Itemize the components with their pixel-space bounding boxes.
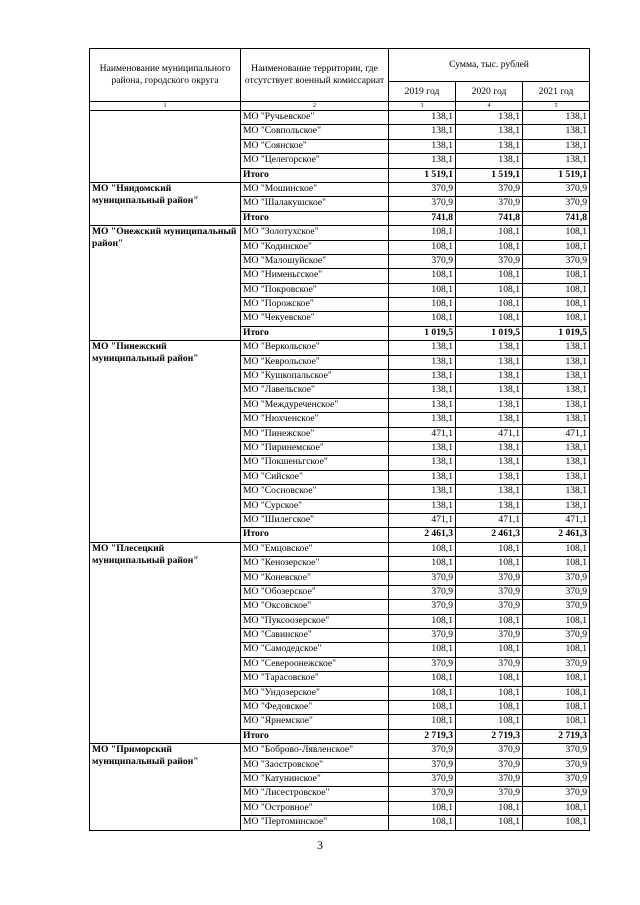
amount-cell: 370,9 [389,629,456,643]
table-row [90,182,590,196]
amount-cell: 108,1 [389,816,456,830]
total-amount-cell: 741,8 [456,211,523,225]
total-amount-cell: 2 719,3 [523,729,590,743]
total-label: Итого [241,729,389,743]
amount-cell: 370,9 [523,585,590,599]
total-label: Итого [241,528,389,542]
territory-name: МО "Оксовское" [241,600,389,614]
amount-cell: 370,9 [389,197,456,211]
table-row [90,542,590,556]
territory-name: МО "Кенозерское" [241,557,389,571]
column-index: 4 [456,102,523,111]
total-amount-cell: 2 719,3 [389,729,456,743]
amount-cell: 138,1 [523,499,590,513]
territory-name: МО "Пиринемское" [241,441,389,455]
total-amount-cell: 1 019,5 [523,326,590,340]
amount-cell: 471,1 [389,427,456,441]
column-index: 5 [523,102,590,111]
territory-name: МО "Сурское" [241,499,389,513]
amount-cell: 108,1 [456,614,523,628]
territory-name: МО "Кодинское" [241,240,389,254]
amount-cell: 108,1 [389,240,456,254]
amount-cell: 138,1 [389,154,456,168]
amount-cell: 108,1 [456,312,523,326]
table-row [90,744,590,758]
amount-cell: 138,1 [523,154,590,168]
territory-name: МО "Пертоминское" [241,816,389,830]
district-name [90,111,241,183]
territory-name: МО "Кеврольское" [241,355,389,369]
amount-cell: 108,1 [389,298,456,312]
amount-cell: 471,1 [456,513,523,527]
territory-name: МО "Покровское" [241,283,389,297]
amount-cell: 370,9 [523,758,590,772]
table-row [90,341,590,355]
amount-cell: 138,1 [523,441,590,455]
amount-cell: 108,1 [389,715,456,729]
amount-cell: 138,1 [389,139,456,153]
amount-cell: 138,1 [456,441,523,455]
district-name: МО "Няндомский муниципальный район" [90,182,241,225]
territory-name: МО "Катунинское" [241,772,389,786]
amount-cell: 108,1 [456,557,523,571]
page-number: 3 [317,838,323,852]
total-amount-cell: 1 519,1 [389,168,456,182]
amount-cell: 138,1 [523,398,590,412]
amount-cell: 108,1 [389,226,456,240]
amount-cell: 370,9 [523,182,590,196]
amount-cell: 370,9 [389,744,456,758]
amount-cell: 108,1 [523,686,590,700]
amount-cell: 138,1 [523,111,590,125]
territory-name: МО "Ручьевское" [241,111,389,125]
header-2020: 2020 год [456,82,523,102]
amount-cell: 108,1 [389,542,456,556]
header-2019: 2019 год [389,82,456,102]
amount-cell: 370,9 [456,585,523,599]
territory-name: МО "Шилегское" [241,513,389,527]
amount-cell: 138,1 [523,485,590,499]
amount-cell: 138,1 [523,341,590,355]
territory-name: МО "Нименьгское" [241,269,389,283]
header-territory: Наименование территории, где отсутствует военный комиссариат [241,49,389,102]
amount-cell: 370,9 [389,571,456,585]
territory-name: МО "Кушкопальское" [241,370,389,384]
amount-cell: 138,1 [523,139,590,153]
amount-cell: 370,9 [389,600,456,614]
total-amount-cell: 2 461,3 [523,528,590,542]
territory-name: МО "Малошуйское" [241,254,389,268]
amount-cell: 138,1 [389,441,456,455]
amount-cell: 138,1 [456,499,523,513]
amount-cell: 138,1 [456,139,523,153]
table-row [90,226,590,240]
amount-cell: 138,1 [389,125,456,139]
amount-cell: 138,1 [523,384,590,398]
district-name: МО "Пинежский муниципальный район" [90,341,241,542]
amount-cell: 138,1 [456,398,523,412]
territory-name: МО "Соянское" [241,139,389,153]
amount-cell: 108,1 [389,686,456,700]
amount-cell: 108,1 [456,542,523,556]
territory-name: МО "Пинежское" [241,427,389,441]
amount-cell: 108,1 [456,643,523,657]
total-label: Итого [241,211,389,225]
amount-cell: 108,1 [523,816,590,830]
amount-cell: 108,1 [523,614,590,628]
amount-cell: 370,9 [456,197,523,211]
budget-table [89,48,590,831]
column-index: 3 [389,102,456,111]
amount-cell: 138,1 [389,485,456,499]
amount-cell: 108,1 [456,672,523,686]
total-label: Итого [241,168,389,182]
column-index: 1 [90,102,241,111]
total-amount-cell: 741,8 [389,211,456,225]
amount-cell: 108,1 [523,801,590,815]
amount-cell: 138,1 [456,456,523,470]
amount-cell: 108,1 [523,226,590,240]
amount-cell: 138,1 [523,413,590,427]
amount-cell: 370,9 [456,182,523,196]
district-name: МО "Приморский муниципальный район" [90,744,241,830]
territory-name: МО "Пуксоозерское" [241,614,389,628]
amount-cell: 138,1 [456,111,523,125]
amount-cell: 138,1 [456,485,523,499]
territory-name: МО "Ундозерское" [241,686,389,700]
amount-cell: 108,1 [456,226,523,240]
amount-cell: 138,1 [523,370,590,384]
territory-name: МО "Порожское" [241,298,389,312]
amount-cell: 108,1 [523,542,590,556]
amount-cell: 138,1 [456,413,523,427]
amount-cell: 108,1 [389,643,456,657]
amount-cell: 138,1 [389,470,456,484]
amount-cell: 471,1 [523,427,590,441]
amount-cell: 370,9 [456,744,523,758]
amount-cell: 370,9 [523,657,590,671]
amount-cell: 108,1 [389,312,456,326]
territory-name: МО "Федовское" [241,701,389,715]
total-amount-cell: 2 461,3 [389,528,456,542]
territory-name: МО "Мошинское" [241,182,389,196]
territory-name: МО "Савинское" [241,629,389,643]
amount-cell: 108,1 [523,643,590,657]
total-amount-cell: 2 719,3 [456,729,523,743]
territory-name: МО "Совпольское" [241,125,389,139]
amount-cell: 108,1 [523,715,590,729]
amount-cell: 138,1 [523,125,590,139]
amount-cell: 370,9 [389,772,456,786]
amount-cell: 108,1 [389,557,456,571]
territory-name: МО "Веркольское" [241,341,389,355]
territory-name: МО "Целегорское" [241,154,389,168]
amount-cell: 108,1 [523,283,590,297]
amount-cell: 370,9 [523,744,590,758]
amount-cell: 138,1 [456,125,523,139]
amount-cell: 138,1 [456,370,523,384]
amount-cell: 108,1 [389,283,456,297]
amount-cell: 138,1 [389,456,456,470]
header-2021: 2021 год [523,82,590,102]
amount-cell: 108,1 [456,816,523,830]
header-district: Наименование муниципального района, городского округа [90,49,241,102]
total-amount-cell: 1 019,5 [456,326,523,340]
amount-cell: 370,9 [456,600,523,614]
amount-cell: 370,9 [456,629,523,643]
amount-cell: 370,9 [456,758,523,772]
total-amount-cell: 1 519,1 [456,168,523,182]
territory-name: МО "Сийское" [241,470,389,484]
district-name: МО "Плесецкий муниципальный район" [90,542,241,743]
amount-cell: 108,1 [456,240,523,254]
amount-cell: 108,1 [456,298,523,312]
amount-cell: 138,1 [456,154,523,168]
amount-cell: 138,1 [389,111,456,125]
amount-cell: 370,9 [523,254,590,268]
amount-cell: 108,1 [389,614,456,628]
territory-name: МО "Шалакушское" [241,197,389,211]
amount-cell: 108,1 [389,269,456,283]
table-row [90,111,590,125]
amount-cell: 108,1 [456,283,523,297]
amount-cell: 108,1 [456,686,523,700]
amount-cell: 138,1 [389,398,456,412]
amount-cell: 370,9 [456,657,523,671]
amount-cell: 471,1 [523,513,590,527]
column-index: 2 [241,102,389,111]
amount-cell: 370,9 [523,197,590,211]
total-label: Итого [241,326,389,340]
amount-cell: 108,1 [523,298,590,312]
amount-cell: 138,1 [456,341,523,355]
total-amount-cell: 2 461,3 [456,528,523,542]
amount-cell: 370,9 [389,254,456,268]
territory-name: МО "Боброво-Лявленское" [241,744,389,758]
territory-name: МО "Заостровское" [241,758,389,772]
amount-cell: 138,1 [389,413,456,427]
amount-cell: 370,9 [523,629,590,643]
territory-name: МО "Лавельское" [241,384,389,398]
amount-cell: 370,9 [523,787,590,801]
amount-cell: 108,1 [389,801,456,815]
amount-cell: 138,1 [389,370,456,384]
amount-cell: 108,1 [523,269,590,283]
amount-cell: 138,1 [389,355,456,369]
amount-cell: 108,1 [389,672,456,686]
amount-cell: 108,1 [456,715,523,729]
district-name: МО "Онежский муниципальный район" [90,226,241,341]
territory-name: МО "Самодедское" [241,643,389,657]
amount-cell: 108,1 [456,269,523,283]
total-amount-cell: 1 019,5 [389,326,456,340]
territory-name: МО "Обозерское" [241,585,389,599]
amount-cell: 108,1 [523,557,590,571]
amount-cell: 471,1 [389,513,456,527]
territory-name: МО "Тарасовское" [241,672,389,686]
amount-cell: 108,1 [523,240,590,254]
territory-name: МО "Лисестровское" [241,787,389,801]
amount-cell: 108,1 [456,701,523,715]
amount-cell: 370,9 [523,571,590,585]
amount-cell: 370,9 [389,787,456,801]
territory-name: МО "Ярнемское" [241,715,389,729]
territory-name: МО "Островное" [241,801,389,815]
amount-cell: 108,1 [523,312,590,326]
amount-cell: 370,9 [456,254,523,268]
amount-cell: 138,1 [523,470,590,484]
amount-cell: 370,9 [389,182,456,196]
territory-name: МО "Междуреченское" [241,398,389,412]
territory-name: МО "Коневское" [241,571,389,585]
territory-name: МО "Сосновское" [241,485,389,499]
amount-cell: 108,1 [523,701,590,715]
territory-name: МО "Нюхченское" [241,413,389,427]
amount-cell: 471,1 [456,427,523,441]
amount-cell: 370,9 [456,772,523,786]
amount-cell: 108,1 [456,801,523,815]
amount-cell: 370,9 [456,571,523,585]
amount-cell: 138,1 [456,355,523,369]
territory-name: МО "Покшеньгское" [241,456,389,470]
amount-cell: 138,1 [389,341,456,355]
amount-cell: 370,9 [389,585,456,599]
territory-name: МО "Североонежское" [241,657,389,671]
amount-cell: 138,1 [456,470,523,484]
total-amount-cell: 1 519,1 [523,168,590,182]
table-body [90,111,590,831]
amount-cell: 370,9 [523,772,590,786]
header-sum: Сумма, тыс. рублей [389,49,590,82]
territory-name: МО "Чекуевское" [241,312,389,326]
amount-cell: 370,9 [389,657,456,671]
amount-cell: 370,9 [389,758,456,772]
amount-cell: 138,1 [523,355,590,369]
document-page [89,48,589,831]
amount-cell: 138,1 [523,456,590,470]
territory-name: МО "Емцовское" [241,542,389,556]
amount-cell: 138,1 [456,384,523,398]
amount-cell: 108,1 [523,672,590,686]
amount-cell: 108,1 [389,701,456,715]
total-amount-cell: 741,8 [523,211,590,225]
amount-cell: 138,1 [389,499,456,513]
amount-cell: 370,9 [523,600,590,614]
amount-cell: 370,9 [456,787,523,801]
amount-cell: 138,1 [389,384,456,398]
territory-name: МО "Золотухское" [241,226,389,240]
